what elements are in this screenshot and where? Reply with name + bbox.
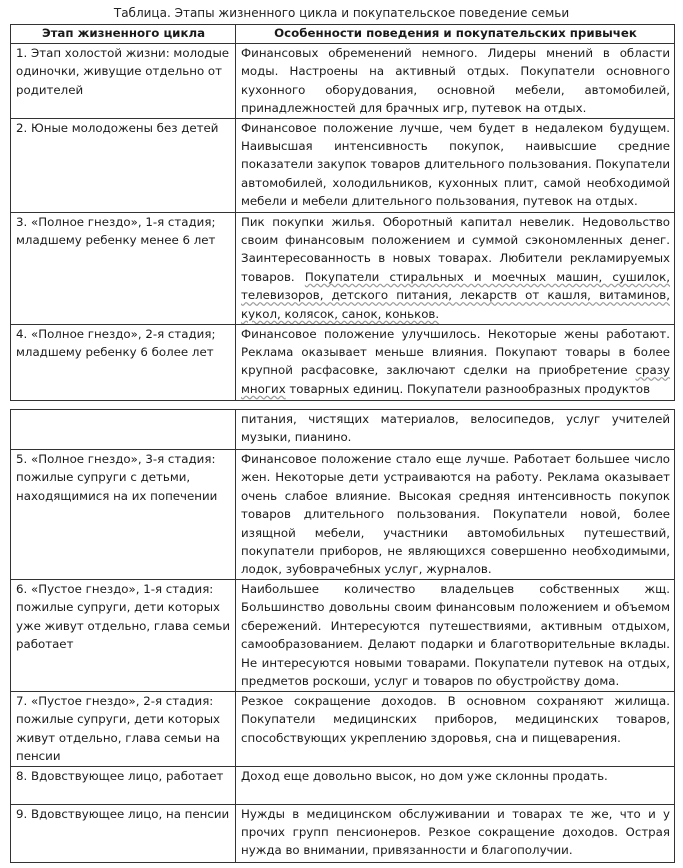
table-row — [11, 450, 675, 580]
header-stage: Этап жизненного цикла — [11, 25, 236, 44]
table-row — [11, 212, 675, 324]
behavior-cell — [236, 324, 675, 400]
behavior-cell: Финансовое положение стало еще лучше. Работает большее число жен. Некоторые дети устраиваются на работу. Реклама оказывает очень слабое влияние. Высокая средняя интенсивность покупок товаров длительного пользования. Покупатели новой, более изящной мебели, участники автомобильных путешествий, покупатели приборов, не являющихся совершенно необходимыми, лодок, зубоврачебных услуг, журналов. — [236, 450, 675, 580]
behavior-cell: Наибольшее количество владельцев собственных жщ. Большинство довольны своим финансовым положением и объемом сбережений. Интересуются путешествиями, активным отдыхом, самообразованием. Делают подарки и благотворительные вклады. Не интересуются новыми товарами. Покупатели путевок на отдых, предметов роскоши, услуг и товаров по обустройству дома. — [236, 580, 675, 692]
behavior-cell — [236, 212, 675, 324]
table-caption: Таблица. Этапы жизненного цикла и покупательское поведение семьи — [113, 6, 570, 20]
stage-cell: 8. Вдовствующее лицо, работает — [11, 766, 236, 804]
behavior-cell: Резкое сокращение доходов. В основном сохраняют жилища. Покупатели медицинских приборов, медицинских товаров, способствующих укреплению здоровья, сна и пищеварения. — [236, 692, 675, 767]
behavior-cell-continued: питания, чистящих материалов, велосипедов, услуг учителей музыки, пианино. — [236, 410, 675, 450]
behavior-cell: Финансовых обременений немного. Лидеры мнений в области моды. Настроены на активный отдых. Покупатели основного кухонного оборудования, основной мебели, автомобилей, принадлежностей для брачных игр, путевок на отдых. — [236, 44, 675, 119]
lifecycle-table-part-1 — [10, 24, 675, 401]
table-header-row — [11, 25, 675, 44]
stage-cell: 1. Этап холостой жизни: молодые одиночки, живущие отдельно от родителей — [11, 44, 236, 119]
stage-cell: 4. «Полное гнездо», 2-я стадия; младшему ребенку 6 более лет — [11, 324, 236, 400]
stage-cell: 3. «Полное гнездо», 1-я стадия; младшему ребенку менее 6 лет — [11, 212, 236, 324]
behavior-cell: Финансовое положение лучше, чем будет в недалеком будущем. Наивысшая интенсивность покупок, наивысшие средние показатели закупок товаров длительного пользования. Покупатели автомобилей, холодильников, кухонных плит, самой необходимой мебели и мебели длительного пользования, путевок на отдых. — [236, 118, 675, 212]
table-row — [11, 766, 675, 804]
lifecycle-table-part-2 — [10, 409, 675, 863]
stage-cell: 9. Вдовствующее лицо, на пенсии — [11, 804, 236, 862]
header-behavior: Особенности поведения и покупательских привычек — [236, 25, 675, 44]
behavior-text-underlined: сразу многих — [241, 363, 670, 396]
behavior-text: Пик покупки жилья. Оборотный капитал невелик. Недовольство своим финансовым положением и суммой сэкономленных денег. Заинтересованность в новых товарах. Любители рекламируемых товаров. — [241, 214, 670, 284]
stage-cell-empty — [11, 410, 236, 450]
table-row — [11, 804, 675, 862]
behavior-cell: Нужды в медицинском обслуживании и товарах те же, что и у прочих групп пенсионеров. Резкое сокращение доходов. Острая нужда во внимании, привязанности и благополучии. — [236, 804, 675, 862]
table-row-continued — [11, 410, 675, 450]
table-row — [11, 324, 675, 400]
behavior-text: Финансовое положение улучшилось. Некоторые жены работают. Реклама оказывает меньше влияния. Покупают товары в более крупной расфасовке, заключают сделки на приобретение — [241, 326, 670, 378]
stage-cell: 7. «Пустое гнездо», 2-я стадия: пожилые супруги, дети которых живут отдельно, глава семьи на пенсии — [11, 692, 236, 767]
behavior-cell: Доход еще довольно высок, но дом уже склонны продать. — [236, 766, 675, 804]
behavior-text: товарных единиц. Покупатели разнообразных продуктов — [285, 381, 651, 396]
stage-cell: 6. «Пустое гнездо», 1-я стадия: пожилые супруги, дети которых уже живут отдельно, глава семьи работает — [11, 580, 236, 692]
page-break-gap — [10, 401, 674, 409]
table-row — [11, 118, 675, 212]
table-row — [11, 44, 675, 119]
table-row — [11, 692, 675, 767]
stage-cell: 2. Юные молодожены без детей — [11, 118, 236, 212]
behavior-text-underlined: Покупатели стиральных и моечных машин, сушилок, телевизоров, детского питания, лекарств от кашля, витаминов, кукол, колясок, санок, коньков. — [241, 269, 670, 321]
table-row — [11, 580, 675, 692]
stage-cell: 5. «Полное гнездо», 3-я стадия: пожилые супруги с детьми, находящимися на их попечении — [11, 450, 236, 580]
